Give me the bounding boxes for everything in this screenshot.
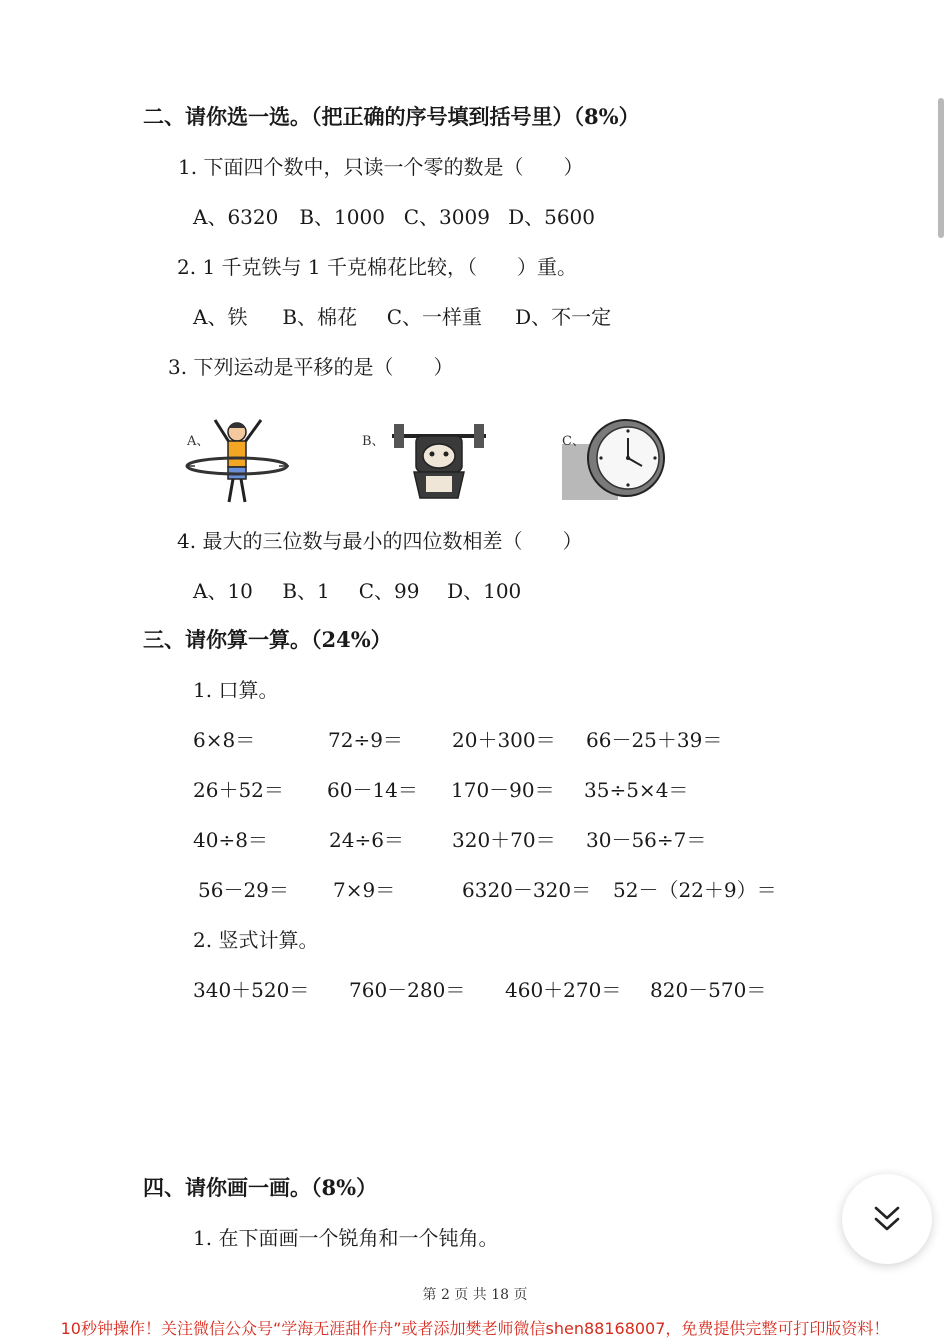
question-3-stem: 3. 下列运动是平移的是（ ） — [168, 355, 454, 379]
option: A、6320 — [193, 205, 279, 229]
question-2-options — [193, 304, 611, 330]
oral-item: 6320－320＝ — [462, 878, 592, 902]
double-chevron-down-icon — [870, 1202, 904, 1236]
oral-calc-title: 1. 口算。 — [193, 678, 279, 702]
option: C、3009 — [403, 205, 490, 229]
scrollbar-thumb[interactable] — [938, 98, 944, 238]
question-1-options — [193, 204, 595, 230]
oral-item: 52－（22＋9）＝ — [613, 878, 777, 902]
option: C、一样重 — [386, 305, 483, 329]
option: A、铁 — [193, 305, 248, 329]
oral-item: 72÷9＝ — [328, 728, 403, 752]
oral-item: 60－14＝ — [327, 778, 418, 802]
option: B、1000 — [299, 205, 385, 229]
option: B、棉花 — [282, 305, 358, 329]
option: B、1 — [282, 579, 330, 603]
figure-a-hula-hoop — [185, 414, 315, 514]
vertical-item: 460＋270＝ — [505, 978, 622, 1002]
oral-item: 30－56÷7＝ — [586, 828, 707, 852]
oral-item: 6×8＝ — [193, 728, 256, 752]
oral-item: 24÷6＝ — [329, 828, 404, 852]
figure-c-alarm-clock — [560, 414, 670, 506]
question-1-stem: 1. 下面四个数中，只读一个零的数是（ ） — [178, 155, 584, 179]
option: C、99 — [358, 579, 420, 603]
question-4-stem: 4. 最大的三位数与最小的四位数相差（ ） — [177, 529, 583, 553]
scroll-down-button[interactable] — [842, 1174, 932, 1264]
oral-item: 40÷8＝ — [193, 828, 268, 852]
option: D、100 — [447, 579, 522, 603]
figure-b-label: B、 — [362, 434, 385, 449]
page-number: 第 2 页 共 18 页 — [422, 1287, 528, 1303]
oral-item: 170－90＝ — [451, 778, 555, 802]
weightlifter-icon — [360, 414, 495, 506]
section3-title: 三、请你算一算。（24%） — [143, 627, 392, 652]
question-4-options — [193, 578, 521, 604]
hula-hoop-girl-icon — [185, 414, 315, 514]
oral-item: 66－25＋39＝ — [586, 728, 723, 752]
section4-title: 四、请你画一画。（8%） — [143, 1175, 378, 1200]
section4-question-1: 1. 在下面画一个锐角和一个钝角。 — [193, 1226, 499, 1250]
figure-c-label: C、 — [562, 434, 585, 449]
oral-item: 20＋300＝ — [452, 728, 556, 752]
promo-banner: 10秒钟操作！关注微信公众号“学海无涯甜作舟”或者添加樊老师微信shen88168007，免费提供完整可打印版资料！ — [60, 1319, 890, 1338]
vertical-item: 760－280＝ — [349, 978, 466, 1002]
vertical-calc-title: 2. 竖式计算。 — [193, 928, 319, 952]
figure-b-weightlifter — [360, 414, 495, 506]
oral-item: 26＋52＝ — [193, 778, 284, 802]
option: A、10 — [193, 579, 253, 603]
option: D、5600 — [508, 205, 596, 229]
figure-a-label: A、 — [187, 434, 210, 449]
option: D、不一定 — [515, 305, 612, 329]
vertical-item: 340＋520＝ — [193, 978, 310, 1002]
oral-item: 7×9＝ — [333, 878, 396, 902]
oral-item: 320＋70＝ — [452, 828, 556, 852]
alarm-clock-icon — [560, 414, 670, 506]
oral-item: 35÷5×4＝ — [584, 778, 689, 802]
section2-title: 二、请你选一选。（把正确的序号填到括号里）（8%） — [143, 104, 640, 129]
vertical-item: 820－570＝ — [650, 978, 767, 1002]
question-2-stem: 2. 1 千克铁与 1 千克棉花比较，（ ）重。 — [177, 255, 577, 279]
oral-item: 56－29＝ — [198, 878, 289, 902]
